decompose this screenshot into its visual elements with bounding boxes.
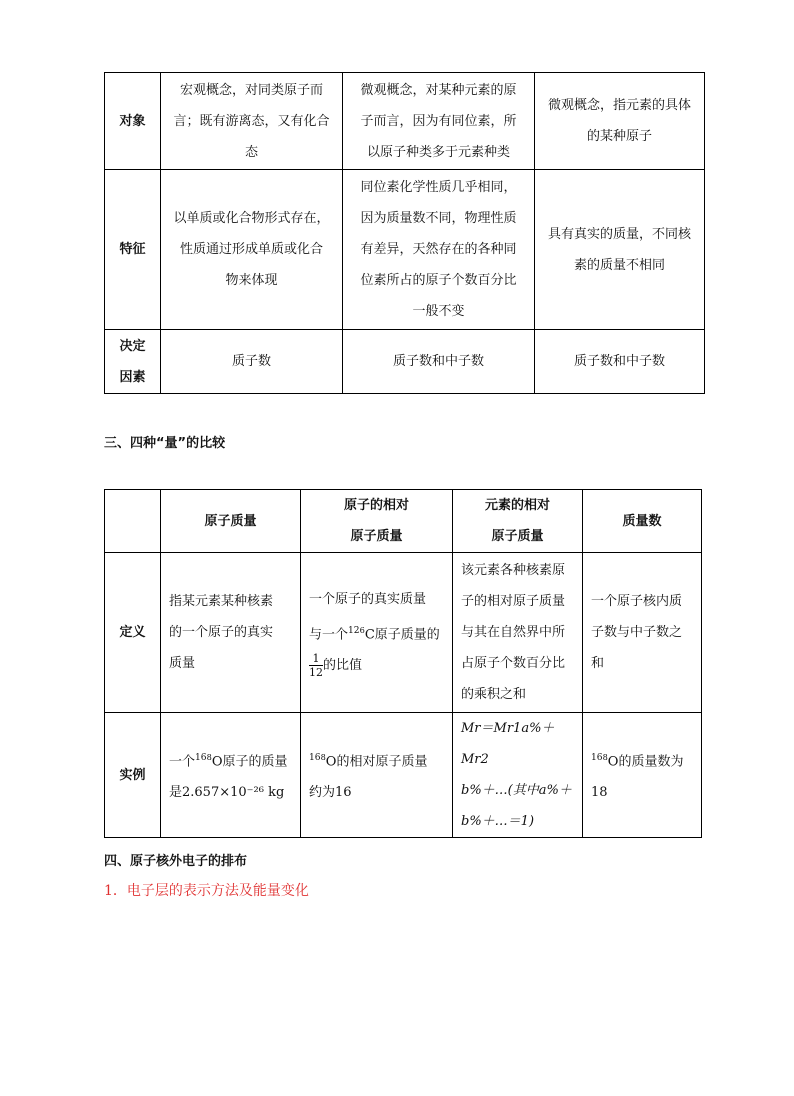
row-label: 特征 xyxy=(105,170,161,330)
table-cell xyxy=(161,170,343,330)
cell-line: b%＋…(其中a%＋ xyxy=(461,783,572,798)
cell-line: 该元素各种核素原 xyxy=(461,563,566,578)
nuclide-notation xyxy=(309,753,326,763)
cell-line: 的某种原子 xyxy=(586,129,652,144)
table-cell xyxy=(583,713,702,838)
text-run: 的比值 xyxy=(323,658,363,674)
mass-number: 16 xyxy=(309,752,321,763)
row-label: 定义 xyxy=(105,553,161,713)
table-row xyxy=(105,553,702,713)
table-cell: 质子数和中子数 xyxy=(343,330,535,394)
cell-line: 约为16 xyxy=(309,785,352,801)
atomic-number: 8 xyxy=(320,751,326,762)
table-cell: 质子数 xyxy=(161,330,343,394)
atomic-number: 8 xyxy=(602,751,608,762)
cell-line: 子数与中子数之 xyxy=(591,625,683,640)
cell-line: 指某元素某种核素 xyxy=(169,594,274,609)
nuclide-notation xyxy=(348,626,365,636)
cell-line: 是2.657×10⁻²⁶ kg xyxy=(169,785,285,801)
cell-line: 原子质量 xyxy=(350,529,403,544)
cell-line: 具有真实的质量，不同核 xyxy=(547,226,691,242)
atomic-number: 8 xyxy=(206,751,212,762)
atomic-number: 6 xyxy=(359,624,365,635)
text-run: O原子的质量 xyxy=(211,754,288,770)
cell-line: 因素 xyxy=(119,369,146,385)
column-header: 原子质量 xyxy=(161,490,301,553)
cell-line: b%＋…＝1) xyxy=(461,814,535,829)
table-cell xyxy=(453,713,583,838)
section-heading-3: 三、四种“量”的比较 xyxy=(104,436,226,451)
cell-line: 占原子个数百分比 xyxy=(461,656,566,671)
column-header: 质量数 xyxy=(583,490,702,553)
row-label: 对象 xyxy=(105,73,161,170)
cell-line: 子的相对原子质量 xyxy=(461,594,566,609)
cell-line: 和 xyxy=(591,656,605,671)
table-cell xyxy=(535,73,705,170)
cell-line: 宏观概念，对同类原子而 xyxy=(179,82,323,98)
table-row xyxy=(105,330,705,394)
cell-line: 素的质量不相同 xyxy=(573,257,665,273)
cell-line: 同位素化学性质几乎相同， xyxy=(360,180,517,195)
cell-line: 性质通过形成单质或化合 xyxy=(179,242,323,257)
table-cell xyxy=(161,713,301,838)
text-run: O的相对原子质量 xyxy=(325,754,428,770)
table-cell: 质子数和中子数 xyxy=(535,330,705,394)
table-cell xyxy=(105,490,161,553)
cell-line xyxy=(309,650,444,681)
fraction xyxy=(309,652,323,679)
cell-line: 质量 xyxy=(169,656,196,671)
fraction-denominator: 12 xyxy=(309,666,323,680)
table-row xyxy=(105,73,705,170)
cell-line: 决定 xyxy=(119,338,146,354)
cell-line: 一个原子核内质 xyxy=(591,594,683,609)
cell-line: 因为质量数不同，物理性质 xyxy=(360,211,517,226)
cell-line: 元素的相对 xyxy=(484,498,550,513)
table-element-comparison xyxy=(104,72,705,394)
cell-line: 态 xyxy=(244,144,258,160)
cell-line: Mr＝Mr1a%＋Mr2 xyxy=(461,721,555,767)
text-run: C原子质量的 xyxy=(364,627,440,643)
cell-line: 言；既有游离态，又有化合 xyxy=(173,113,330,129)
table-cell xyxy=(161,73,343,170)
column-header xyxy=(453,490,583,553)
table-quantity-comparison xyxy=(104,489,702,838)
text-run: O的质量数为 xyxy=(607,754,684,770)
nuclide-notation xyxy=(195,753,212,763)
column-header xyxy=(301,490,453,553)
table-cell xyxy=(301,713,453,838)
table-cell xyxy=(343,170,535,330)
text-run: 一个 xyxy=(169,754,196,770)
cell-line: 一般不变 xyxy=(412,304,465,319)
cell-line xyxy=(309,615,444,650)
cell-line: 一个原子的真实质量 xyxy=(309,591,427,607)
cell-line: 以单质或化合物形式存在， xyxy=(173,211,330,226)
table-row xyxy=(105,170,705,330)
mass-number: 16 xyxy=(195,752,207,763)
subsection-heading: 1．电子层的表示方法及能量变化 xyxy=(104,883,309,899)
cell-line xyxy=(309,742,444,777)
cell-line xyxy=(169,742,292,777)
cell-line: 微观概念，指元素的具体 xyxy=(547,98,691,113)
cell-line: 原子的相对 xyxy=(343,498,409,513)
cell-line: 位素所占的原子个数百分比 xyxy=(360,273,517,288)
cell-line: 的乘积之和 xyxy=(461,687,527,702)
table-row xyxy=(105,713,702,838)
text-run: 与一个 xyxy=(309,627,349,643)
cell-line: 与其在自然界中所 xyxy=(461,625,566,640)
cell-line xyxy=(591,742,693,777)
mass-number: 16 xyxy=(591,752,603,763)
table-cell xyxy=(301,553,453,713)
cell-line: 有差异，天然存在的各种同 xyxy=(360,242,517,257)
cell-line: 原子质量 xyxy=(491,529,544,544)
table-cell xyxy=(583,553,702,713)
section-heading-4: 四、原子核外电子的排布 xyxy=(104,854,248,869)
cell-line: 以原子种类多于元素种类 xyxy=(366,144,510,160)
mass-number: 12 xyxy=(348,625,360,636)
table-header-row xyxy=(105,490,702,553)
cell-line: 子而言，因为有同位素，所 xyxy=(360,113,517,129)
cell-line: 18 xyxy=(591,785,608,801)
table-cell xyxy=(343,73,535,170)
row-label xyxy=(105,330,161,394)
row-label: 实例 xyxy=(105,713,161,838)
cell-line: 微观概念，对某种元素的原 xyxy=(360,82,517,98)
cell-line: 的一个原子的真实 xyxy=(169,625,274,640)
table-cell xyxy=(535,170,705,330)
nuclide-notation xyxy=(591,753,608,763)
fraction-numerator: 1 xyxy=(309,652,323,666)
table-cell xyxy=(161,553,301,713)
table-cell xyxy=(453,553,583,713)
cell-line: 物来体现 xyxy=(225,273,278,288)
